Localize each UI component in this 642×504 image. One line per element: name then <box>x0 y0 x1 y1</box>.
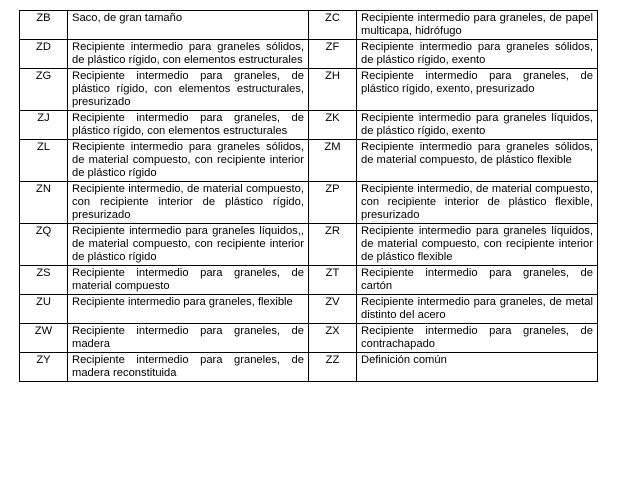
right-code-cell: ZF <box>309 40 357 69</box>
right-description-cell: Recipiente intermedio para graneles, de cartón <box>357 266 598 295</box>
right-code-cell: ZV <box>309 295 357 324</box>
right-description-cell: Recipiente intermedio, de material compuesto, con recipiente interior de plástico flexible, presurizado <box>357 182 598 224</box>
table-row <box>20 111 598 140</box>
left-description-cell: Recipiente intermedio para graneles sólidos, de plástico rígido, con elementos estructurales <box>68 40 309 69</box>
left-description-cell: Saco, de gran tamaño <box>68 11 309 40</box>
left-code-cell: ZG <box>20 69 68 111</box>
right-description-cell: Recipiente intermedio para graneles, de metal distinto del acero <box>357 295 598 324</box>
left-description-cell: Recipiente intermedio para graneles, de plástico rígido, con elementos estructurales <box>68 111 309 140</box>
left-code-cell: ZJ <box>20 111 68 140</box>
right-description-cell: Recipiente intermedio para graneles líquidos, de material compuesto, con recipiente interior de plástico flexible <box>357 224 598 266</box>
left-description-cell: Recipiente intermedio para graneles, de plástico rígido, con elementos estructurales, presurizado <box>68 69 309 111</box>
right-description-cell: Recipiente intermedio para graneles sólidos, de material compuesto, de plástico flexible <box>357 140 598 182</box>
table-row <box>20 266 598 295</box>
left-description-cell: Recipiente intermedio, de material compuesto, con recipiente interior de plástico rígido, presurizado <box>68 182 309 224</box>
left-description-cell: Recipiente intermedio para graneles líquidos,, de material compuesto, con recipiente interior de plástico rígido <box>68 224 309 266</box>
left-code-cell: ZB <box>20 11 68 40</box>
right-description-cell: Recipiente intermedio para graneles, de contrachapado <box>357 324 598 353</box>
table-row <box>20 182 598 224</box>
left-code-cell: ZN <box>20 182 68 224</box>
right-code-cell: ZH <box>309 69 357 111</box>
right-description-cell: Recipiente intermedio para graneles, de plástico rígido, exento, presurizado <box>357 69 598 111</box>
table-row <box>20 69 598 111</box>
right-description-cell: Recipiente intermedio para graneles sólidos, de plástico rígido, exento <box>357 40 598 69</box>
table-row <box>20 295 598 324</box>
right-description-cell: Definición común <box>357 353 598 382</box>
table-body <box>20 11 598 382</box>
packaging-code-table <box>19 10 598 382</box>
left-code-cell: ZW <box>20 324 68 353</box>
left-code-cell: ZY <box>20 353 68 382</box>
right-description-cell: Recipiente intermedio para graneles líquidos, de plástico rígido, exento <box>357 111 598 140</box>
right-code-cell: ZX <box>309 324 357 353</box>
left-code-cell: ZS <box>20 266 68 295</box>
table-row <box>20 11 598 40</box>
table-row <box>20 40 598 69</box>
left-description-cell: Recipiente intermedio para graneles, flexible <box>68 295 309 324</box>
left-code-cell: ZU <box>20 295 68 324</box>
right-code-cell: ZP <box>309 182 357 224</box>
left-description-cell: Recipiente intermedio para graneles, de material compuesto <box>68 266 309 295</box>
table-row <box>20 140 598 182</box>
right-code-cell: ZT <box>309 266 357 295</box>
left-code-cell: ZD <box>20 40 68 69</box>
right-code-cell: ZK <box>309 111 357 140</box>
right-code-cell: ZZ <box>309 353 357 382</box>
left-description-cell: Recipiente intermedio para graneles, de madera <box>68 324 309 353</box>
right-code-cell: ZM <box>309 140 357 182</box>
left-description-cell: Recipiente intermedio para graneles sólidos, de material compuesto, con recipiente interior de plástico rígido <box>68 140 309 182</box>
right-code-cell: ZR <box>309 224 357 266</box>
left-code-cell: ZQ <box>20 224 68 266</box>
left-code-cell: ZL <box>20 140 68 182</box>
right-code-cell: ZC <box>309 11 357 40</box>
table-row <box>20 353 598 382</box>
table-row <box>20 324 598 353</box>
left-description-cell: Recipiente intermedio para graneles, de madera reconstituida <box>68 353 309 382</box>
table-row <box>20 224 598 266</box>
right-description-cell: Recipiente intermedio para graneles, de papel multicapa, hidrófugo <box>357 11 598 40</box>
